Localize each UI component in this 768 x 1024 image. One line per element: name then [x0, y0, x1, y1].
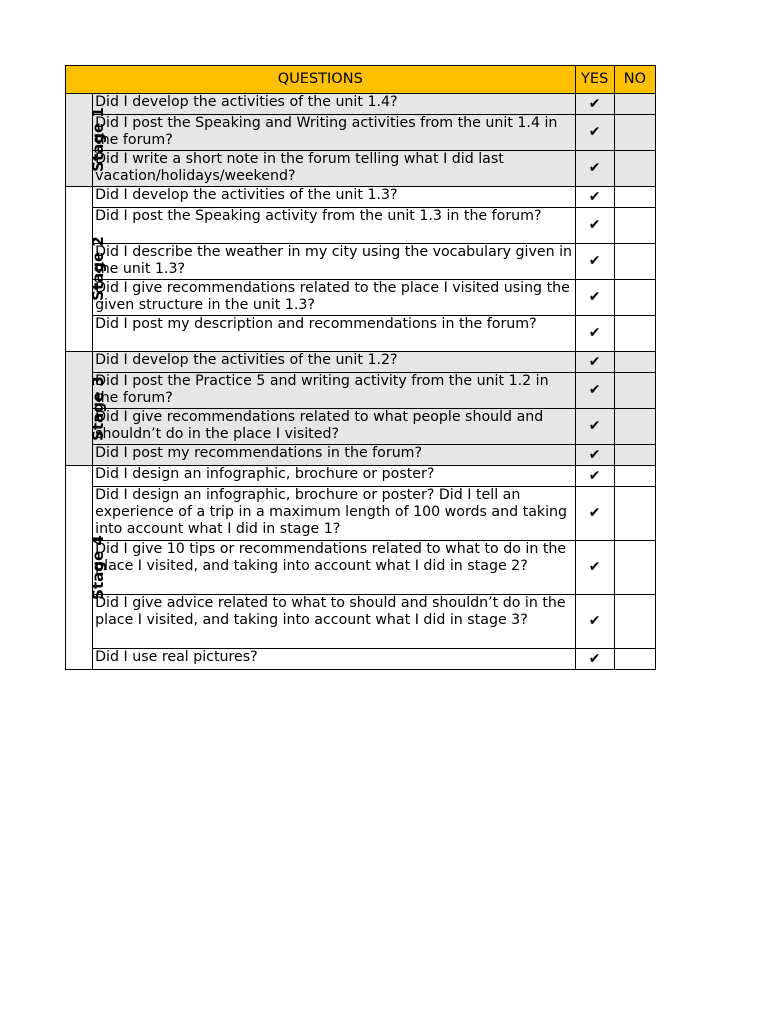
no-cell [614, 280, 655, 316]
yes-header: YES [575, 66, 614, 94]
table-row [66, 94, 656, 115]
no-cell [614, 595, 655, 649]
stage-cell [66, 94, 107, 187]
yes-checkmark-icon: ✔ [575, 466, 614, 487]
table-row [66, 151, 656, 187]
question-cell: Did I post my recommendations in the forum? [93, 445, 575, 466]
no-cell [614, 187, 655, 208]
question-cell: Did I post the Speaking and Writing activities from the unit 1.4 in the forum? [93, 115, 575, 151]
stage-label: Stage 3 [88, 375, 107, 441]
stage-cell [66, 352, 107, 466]
yes-checkmark-icon: ✔ [575, 595, 614, 649]
yes-checkmark-icon: ✔ [575, 151, 614, 187]
question-cell: Did I give advice related to what to should and shouldn’t do in the place I visited, and taking into account what I did in stage 3? [93, 595, 575, 649]
checklist-body [66, 94, 656, 670]
no-cell [614, 409, 655, 445]
question-cell: Did I develop the activities of the unit 1.2? [93, 352, 575, 373]
no-cell [614, 94, 655, 115]
question-cell: Did I describe the weather in my city using the vocabulary given in the unit 1.3? [93, 244, 575, 280]
yes-checkmark-icon: ✔ [575, 244, 614, 280]
table-row [66, 487, 656, 541]
stage-label: Stage 1 [88, 107, 107, 172]
stage-label: Stage 4 [88, 534, 107, 600]
table-row [66, 595, 656, 649]
question-cell: Did I post the Practice 5 and writing activity from the unit 1.2 in the forum? [93, 373, 575, 409]
no-cell [614, 115, 655, 151]
table-row [66, 316, 656, 352]
table-row [66, 280, 656, 316]
yes-checkmark-icon: ✔ [575, 541, 614, 595]
table-row [66, 466, 656, 487]
table-row [66, 649, 656, 670]
yes-checkmark-icon: ✔ [575, 487, 614, 541]
table-row [66, 373, 656, 409]
no-cell [614, 244, 655, 280]
stage-cell [66, 466, 107, 670]
yes-checkmark-icon: ✔ [575, 187, 614, 208]
yes-checkmark-icon: ✔ [575, 280, 614, 316]
yes-checkmark-icon: ✔ [575, 94, 614, 115]
yes-checkmark-icon: ✔ [575, 373, 614, 409]
no-cell [614, 373, 655, 409]
self-assessment-checklist [65, 65, 656, 670]
table-row [66, 352, 656, 373]
table-row [66, 187, 656, 208]
yes-checkmark-icon: ✔ [575, 649, 614, 670]
table-row [66, 244, 656, 280]
table-row [66, 409, 656, 445]
yes-checkmark-icon: ✔ [575, 352, 614, 373]
yes-checkmark-icon: ✔ [575, 208, 614, 244]
stage-label: Stage 2 [88, 236, 107, 301]
table-row [66, 208, 656, 244]
question-cell: Did I design an infographic, brochure or poster? Did I tell an experience of a trip in a maximum length of 100 words and taking into account what I did in stage 1? [93, 487, 575, 541]
no-cell [614, 445, 655, 466]
question-cell: Did I post my description and recommendations in the forum? [93, 316, 575, 352]
question-cell: Did I give 10 tips or recommendations related to what to do in the place I visited, and taking into account what I did in stage 2? [93, 541, 575, 595]
question-cell: Did I design an infographic, brochure or poster? [93, 466, 575, 487]
no-cell [614, 541, 655, 595]
no-cell [614, 466, 655, 487]
no-cell [614, 487, 655, 541]
table-row [66, 541, 656, 595]
question-cell: Did I write a short note in the forum telling what I did last vacation/holidays/weekend? [93, 151, 575, 187]
question-cell: Did I develop the activities of the unit 1.3? [93, 187, 575, 208]
no-cell [614, 151, 655, 187]
yes-checkmark-icon: ✔ [575, 115, 614, 151]
header-row [66, 66, 656, 94]
yes-checkmark-icon: ✔ [575, 445, 614, 466]
question-cell: Did I use real pictures? [93, 649, 575, 670]
yes-checkmark-icon: ✔ [575, 316, 614, 352]
question-cell: Did I give recommendations related to the place I visited using the given structure in the unit 1.3? [93, 280, 575, 316]
no-cell [614, 316, 655, 352]
no-cell [614, 208, 655, 244]
question-cell: Did I develop the activities of the unit 1.4? [93, 94, 575, 115]
no-cell [614, 352, 655, 373]
questions-header: QUESTIONS [66, 66, 576, 94]
table-row [66, 445, 656, 466]
no-header: NO [614, 66, 655, 94]
table-row [66, 115, 656, 151]
yes-checkmark-icon: ✔ [575, 409, 614, 445]
question-cell: Did I give recommendations related to what people should and shouldn’t do in the place I visited? [93, 409, 575, 445]
no-cell [614, 649, 655, 670]
stage-cell [66, 187, 107, 352]
question-cell: Did I post the Speaking activity from the unit 1.3 in the forum? [93, 208, 575, 244]
